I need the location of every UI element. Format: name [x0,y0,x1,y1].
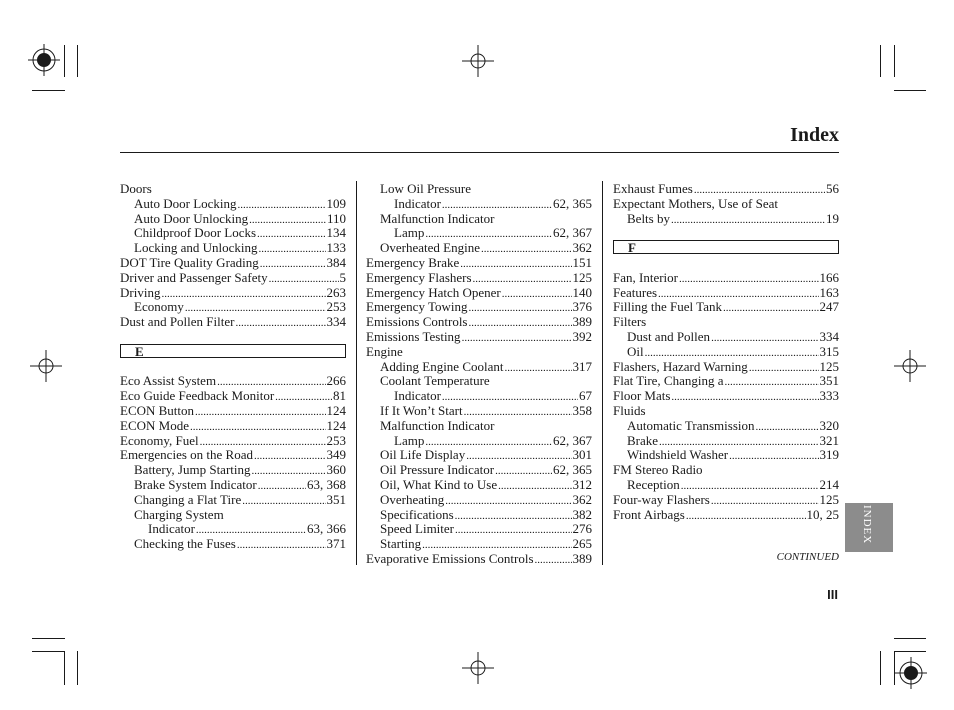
index-entry [366,551,592,566]
index-entry [380,447,592,462]
entry-page-ref: 5 [339,269,346,285]
entry-page-ref: 320 [819,417,839,433]
index-tab [845,503,893,552]
entry-topic: Locking and Unlocking [134,240,258,256]
entry-page-ref: 334 [326,314,346,330]
entry-page-ref: 253 [326,299,346,315]
index-heading: FM Stereo Radio [613,462,703,478]
entry-topic: Lamp [394,225,425,241]
entry-page-ref: 389 [572,551,592,566]
index-entry [120,418,346,433]
entry-page-ref: 62, 367 [553,432,592,448]
entry-page-ref: 349 [326,447,346,463]
entry-topic: Driver and Passenger Safety [120,269,268,285]
index-entry [627,211,839,226]
index-heading: Fluids [613,403,646,418]
index-entry [627,329,839,344]
index-entry [380,462,592,477]
entry-page-ref: 351 [819,373,839,389]
entry-page-ref: 56 [826,181,839,196]
dot-leader [235,314,325,331]
entry-page-ref: 10, 25 [806,506,839,522]
crop-mark [894,90,926,91]
index-heading: Malfunction Indicator [380,417,495,433]
entry-topic: Automatic Transmission [627,417,755,433]
entry-topic: Lamp [394,432,425,448]
crop-mark [77,651,78,685]
crop-mark [894,638,926,639]
entry-topic: Emergency Towing [366,299,468,315]
entry-topic: ECON Mode [120,417,189,433]
entry-topic: DOT Tire Quality Grading [120,255,259,270]
index-entry [613,359,839,374]
entry-page-ref: 109 [326,195,346,211]
entry-page-ref: 319 [819,447,839,463]
entry-page-ref: 110 [326,210,346,226]
index-entry [380,477,592,492]
entry-page-ref: 266 [326,373,346,389]
entry-page-ref: 317 [572,358,592,374]
entry-page-ref: 63, 366 [307,521,346,537]
entry-page-ref: 371 [326,536,346,552]
index-entry [134,477,346,492]
index-entry [613,373,839,388]
entry-topic: Fan, Interior [613,269,678,285]
entry-page-ref: 124 [326,403,346,418]
index-entry [613,181,839,196]
section-letter: E [120,344,346,358]
entry-topic: Auto Door Unlocking [134,210,249,226]
entry-topic: Oil Life Display [380,447,466,463]
crosshair-icon [462,45,494,77]
index-entry [380,403,592,418]
index-entry [120,388,346,403]
registration-target-icon [893,655,929,691]
dot-leader [723,299,819,316]
index-entry [134,240,346,255]
entry-page-ref: 333 [819,388,839,404]
index-entry [120,373,346,388]
index-entry [120,403,346,418]
entry-page-ref: 124 [326,417,346,433]
entry-topic: Indicator [148,521,195,537]
dot-leader [671,211,825,228]
crop-mark [894,45,895,77]
entry-topic: Features [613,284,658,300]
entry-page-ref: 315 [819,343,839,359]
column-divider [356,181,357,565]
index-entry [380,240,592,255]
index-entry [613,285,839,300]
entry-page-ref: 125 [819,358,839,374]
entry-page-ref: 384 [326,255,346,270]
entry-topic: Emergency Brake [366,255,460,270]
entry-page-ref: 134 [326,225,346,241]
index-entry [366,329,592,344]
index-heading: Coolant Temperature [380,373,490,389]
index-entry [380,521,592,536]
continued-note: CONTINUED [776,551,839,563]
entry-topic: Dust and Pollen Filter [120,314,235,330]
entry-page-ref: 140 [572,284,592,300]
index-entry [627,418,839,433]
index-entry [394,196,592,211]
index-entry [380,492,592,507]
index-entry [120,314,346,329]
entry-page-ref: 263 [326,284,346,300]
entry-topic: Overheated Engine [380,240,480,256]
registration-target-icon [26,42,62,78]
crosshair-icon [894,350,926,382]
index-entry [627,447,839,462]
index-entry [366,270,592,285]
entry-page-ref: 382 [572,506,592,522]
entry-topic: Economy, Fuel [120,432,199,448]
entry-topic: Dust and Pollen [627,329,711,344]
column-divider [602,181,603,565]
crop-mark [77,45,78,77]
entry-page-ref: 214 [819,477,839,492]
index-entry [134,196,346,211]
index-entry [366,255,592,270]
entry-page-ref: 62, 367 [553,225,592,241]
index-entry [627,477,839,492]
entry-topic: Evaporative Emissions Controls [366,551,534,566]
entry-page-ref: 334 [819,329,839,344]
entry-topic: Starting [380,536,422,552]
entry-page-ref: 362 [572,240,592,256]
index-heading: Filters [613,314,647,330]
crop-mark [64,651,65,685]
index-entry [120,270,346,285]
entry-topic: Emergency Flashers [366,269,472,285]
title-rule [120,152,839,153]
index-heading: Engine [366,343,403,359]
entry-page-ref: 321 [819,432,839,448]
crop-mark [64,45,65,77]
entry-topic: Adding Engine Coolant [380,358,504,374]
dot-leader [462,329,572,346]
entry-topic: Auto Door Locking [134,195,237,211]
entry-topic: Driving [120,284,161,300]
entry-page-ref: 67 [579,388,592,404]
entry-page-ref: 276 [572,521,592,537]
entry-topic: If It Won’t Start [380,403,463,418]
index-entry [148,521,346,536]
entry-topic: Oil Pressure Indicator [380,462,495,478]
crop-mark [32,90,65,91]
index-entry [394,225,592,240]
entry-topic: ECON Button [120,403,195,418]
index-entry [394,388,592,403]
section-letter: F [613,240,839,254]
entry-topic: Exhaust Fumes [613,181,693,196]
entry-topic: Emergency Hatch Opener [366,284,501,300]
entry-page-ref: 247 [819,299,839,315]
dot-leader [242,492,325,509]
index-entry [613,270,839,285]
index-entry [613,299,839,314]
index-entry [120,255,346,270]
index-entry [394,433,592,448]
entry-topic: Four-way Flashers [613,491,710,507]
index-entry [366,314,592,329]
entry-topic: Reception [627,477,680,492]
index-heading: Charging System [134,506,224,522]
index-heading: Doors [120,181,152,196]
entry-topic: Oil, What Kind to Use [380,477,498,492]
index-entry [134,299,346,314]
entry-topic: Emissions Controls [366,314,468,330]
entry-page-ref: 151 [572,255,592,270]
index-heading: Expectant Mothers, Use of Seat [613,195,778,211]
entry-topic: Childproof Door Locks [134,225,257,241]
index-entry [120,433,346,448]
index-entry [627,433,839,448]
entry-page-ref: 362 [572,491,592,507]
entry-topic: Brake System Indicator [134,477,257,492]
crop-mark [32,651,65,652]
entry-topic: Indicator [394,388,441,404]
index-entry [613,507,839,522]
entry-page-ref: 19 [826,210,839,226]
index-entry [366,285,592,300]
entry-page-ref: 62, 365 [553,195,592,211]
index-entry [380,359,592,374]
index-entry [134,462,346,477]
entry-topic: Floor Mats [613,388,671,404]
entry-topic: Speed Limiter [380,521,455,537]
entry-page-ref: 166 [819,269,839,285]
entry-topic: Overheating [380,491,445,507]
entry-topic: Indicator [394,195,441,211]
entry-topic: Front Airbags [613,506,685,522]
index-entry [120,447,346,462]
entry-page-ref: 312 [572,477,592,492]
crop-mark [32,638,65,639]
dot-leader [505,359,572,376]
crosshair-icon [30,350,62,382]
entry-topic: Flashers, Hazard Warning [613,358,748,374]
index-tab-label: INDEX [861,505,873,545]
crosshair-icon [462,652,494,684]
crop-mark [880,45,881,77]
index-entry [134,211,346,226]
entry-topic: Changing a Flat Tire [134,491,242,507]
dot-leader [671,388,818,405]
index-entry [613,492,839,507]
crop-mark [880,651,881,685]
entry-topic: Flat Tire, Changing a [613,373,724,389]
index-entry [134,536,346,551]
entry-topic: Belts by [627,210,670,226]
dot-leader [237,536,326,553]
entry-page-ref: 376 [572,299,592,315]
entry-topic: Checking the Fuses [134,536,236,552]
entry-topic: Windshield Washer [627,447,729,463]
entry-page-ref: 125 [819,491,839,507]
page-number: III [827,587,838,602]
dot-leader [686,507,806,524]
entry-page-ref: 358 [572,403,592,418]
entry-topic: Specifications [380,506,454,522]
index-entry [366,299,592,314]
entry-page-ref: 265 [572,536,592,552]
entry-page-ref: 351 [326,491,346,507]
entry-page-ref: 163 [819,284,839,300]
entry-topic: Eco Guide Feedback Monitor [120,388,275,404]
index-heading: Malfunction Indicator [380,210,495,226]
entry-page-ref: 253 [326,432,346,448]
entry-topic: Emergencies on the Road [120,447,253,463]
entry-topic: Economy [134,299,184,315]
crop-mark [894,651,926,652]
entry-topic: Eco Assist System [120,373,217,389]
entry-topic: Oil [627,343,644,359]
entry-page-ref: 63, 368 [307,477,346,492]
entry-page-ref: 81 [333,388,346,404]
index-entry [380,536,592,551]
entry-page-ref: 125 [572,269,592,285]
page-title: Index [790,124,839,146]
dot-leader [729,447,818,464]
entry-page-ref: 133 [326,240,346,256]
entry-page-ref: 62, 365 [553,462,592,478]
index-entry [120,285,346,300]
entry-page-ref: 301 [572,447,592,463]
index-entry [134,225,346,240]
entry-topic: Filling the Fuel Tank [613,299,722,315]
entry-topic: Brake [627,432,659,448]
index-entry [613,388,839,403]
index-entry [134,492,346,507]
entry-page-ref: 360 [326,462,346,478]
index-entry [627,344,839,359]
dot-leader [535,551,572,568]
entry-page-ref: 392 [572,329,592,344]
index-entry [380,507,592,522]
entry-topic: Emissions Testing [366,329,461,344]
entry-page-ref: 389 [572,314,592,330]
index-heading: Low Oil Pressure [380,181,471,196]
entry-topic: Battery, Jump Starting [134,462,251,478]
